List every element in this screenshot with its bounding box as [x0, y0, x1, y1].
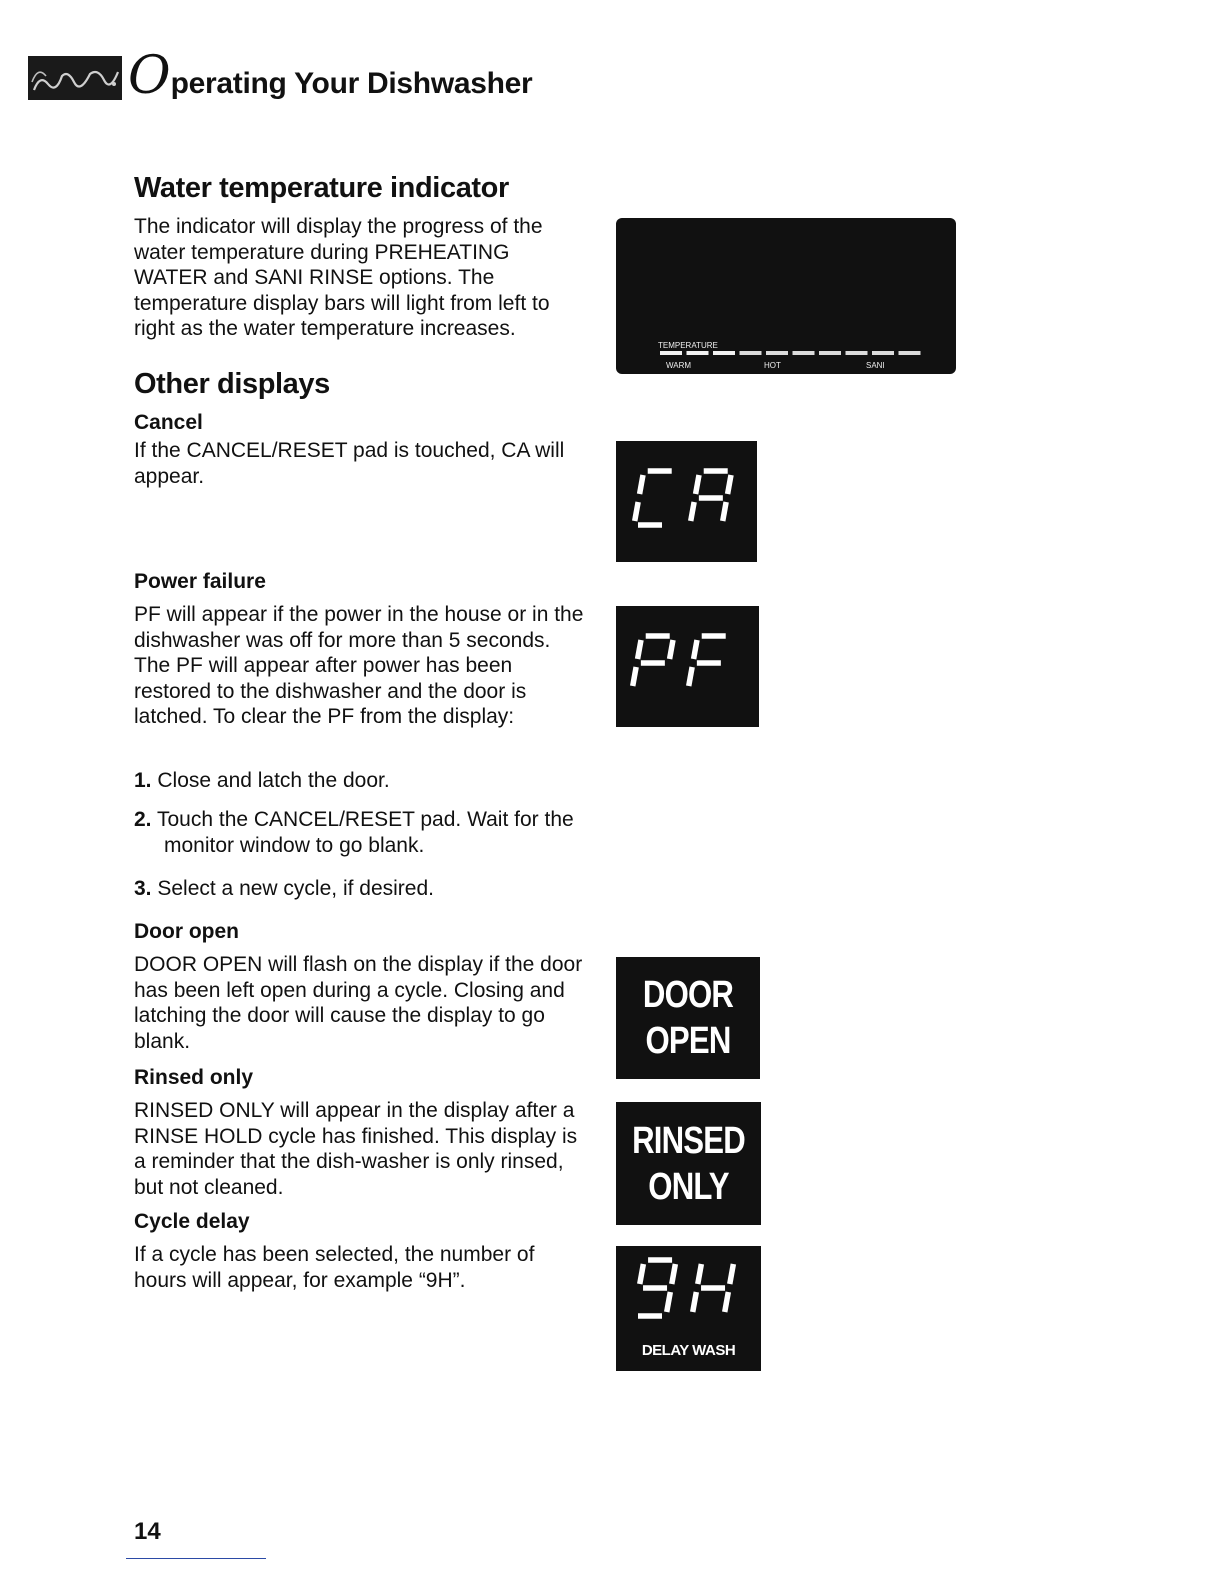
step-3: 3. Select a new cycle, if desired.	[134, 877, 434, 900]
temperature-bar-graph	[616, 218, 956, 374]
display-segment	[691, 502, 694, 521]
cancel-display-panel	[616, 441, 757, 562]
cycle-delay-title: Cycle delay	[134, 1210, 250, 1233]
rinsed-only-display-panel	[616, 1102, 761, 1225]
water-temp-heading: Water temperature indicator	[134, 172, 509, 204]
other-displays-heading: Other displays	[134, 368, 330, 400]
display-segment	[730, 1264, 734, 1284]
delay-wash-label: DELAY WASH	[641, 1342, 736, 1359]
display-segment	[694, 640, 697, 659]
temperature-bar	[687, 351, 709, 355]
footer-rule	[126, 1558, 266, 1559]
brand-logo	[28, 56, 122, 100]
temperature-bar	[766, 351, 788, 355]
display-segment	[640, 475, 643, 494]
step-1: 1. Close and latch the door.	[134, 769, 390, 792]
display-segment	[670, 640, 673, 659]
door-open-display-panel	[616, 957, 760, 1079]
rinsed-only-body: RINSED ONLY will appear in the display after a RINSE HOLD cycle has finished. This display is a reminder that the dish-washer is only rinsed, but not cleaned.	[134, 1099, 578, 1199]
door-open-display-line-2: OPEN	[645, 1020, 731, 1062]
temperature-label: TEMPERATURE	[658, 341, 718, 350]
water-temp-body: The indicator will display the progress of the water temperature during PREHEATING WATER and SANI RINSE options. The temperature display bars will light from left to right as the water temperature increases.	[134, 215, 550, 340]
cancel-title: Cancel	[134, 411, 203, 434]
door-open-display-line-1: DOOR	[642, 974, 734, 1016]
temperature-bar	[793, 351, 815, 355]
pf-segment-display	[616, 606, 759, 727]
power-failure-title: Power failure	[134, 570, 266, 593]
display-segment	[640, 1264, 644, 1284]
rinsed-only-title: Rinsed only	[134, 1066, 254, 1089]
display-segment	[633, 667, 636, 686]
display-segment	[689, 667, 692, 686]
9h-segment-display	[616, 1246, 761, 1342]
door-open-title: Door open	[134, 920, 239, 943]
step-2: 2. Touch the CANCEL/RESET pad. Wait for the monitor window to go blank.	[134, 808, 574, 857]
display-segment	[693, 1292, 697, 1312]
cancel-body: If the CANCEL/RESET pad is touched, CA will appear.	[134, 439, 565, 488]
temp-label-sani: SANI	[866, 361, 885, 370]
display-segment	[725, 1292, 729, 1312]
display-segment	[672, 1264, 676, 1284]
display-segment	[635, 502, 638, 521]
temperature-bar	[740, 351, 762, 355]
temperature-bar	[899, 351, 921, 355]
door-open-body: DOOR OPEN will flash on the display if the door has been left open during a cycle. Closing and latching the door will cause the display to go blank.	[134, 953, 583, 1053]
power-failure-body: PF will appear if the power in the house or in the dishwasher was off for more than 5 seconds. The PF will appear after power has been restored to the dishwasher and the door is latched. To clear the PF from the display:	[134, 603, 584, 728]
rinsed-only-display-line-1: RINSED	[632, 1119, 745, 1162]
header-title-rest: perating Your Dishwasher	[170, 67, 533, 100]
delay-wash-display-panel	[616, 1246, 761, 1371]
temperature-bar	[819, 351, 841, 355]
temp-label-hot: HOT	[764, 361, 781, 370]
temp-label-warm: WARM	[666, 361, 692, 370]
display-segment	[728, 475, 731, 494]
display-segment	[698, 1264, 702, 1284]
temperature-bar	[846, 351, 868, 355]
temperature-bar	[660, 351, 682, 355]
header-title-initial: O	[128, 46, 171, 106]
display-segment	[638, 640, 641, 659]
rinsed-only-display-line-2: ONLY	[648, 1165, 729, 1208]
temperature-display-panel	[616, 218, 956, 374]
cycle-delay-body: If a cycle has been selected, the number of hours will appear, for example “9H”.	[134, 1243, 535, 1292]
ca-segment-display	[616, 441, 757, 562]
page-number: 14	[134, 1518, 161, 1545]
page-header-title	[128, 46, 533, 106]
temperature-bar	[872, 351, 894, 355]
display-segment	[667, 1292, 671, 1312]
temperature-bar	[713, 351, 735, 355]
pf-display-panel	[616, 606, 759, 727]
display-segment	[696, 475, 699, 494]
display-segment	[723, 502, 726, 521]
